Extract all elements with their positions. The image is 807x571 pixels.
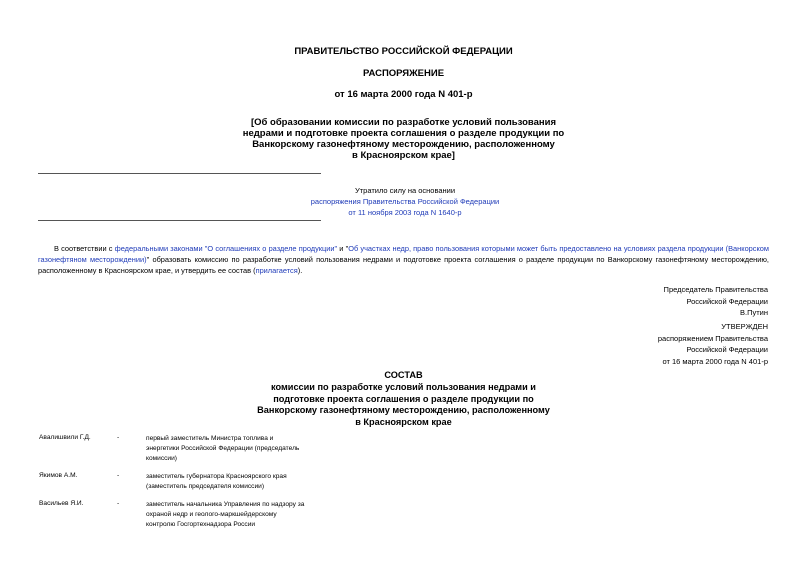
document-type: РАСПОРЯЖЕНИЕ: [362, 68, 445, 79]
divider-bottom: [38, 220, 321, 221]
member-name: Якимов А.М.: [39, 472, 78, 479]
government-title: ПРАВИТЕЛЬСТВО РОССИЙСКОЙ ФЕДЕРАЦИИ: [294, 46, 513, 57]
divider-top: [38, 173, 321, 174]
approval-line: Российской Федерации: [686, 345, 768, 354]
subject-line: Ванкорскому газонефтяному месторождению, расположенному: [252, 139, 555, 150]
subject-line: в Красноярском крае]: [352, 150, 455, 161]
document-subject: [0, 117, 807, 161]
subject-line: недрами и подготовке проекта соглашения о разделе продукции по: [242, 128, 565, 139]
repeal-order-date-link[interactable]: от 11 ноября 2003 года N 1640-р: [348, 208, 462, 217]
body-text: В соответствии с: [54, 244, 115, 253]
subsoil-law-link[interactable]: Об участках недр, право пользования которыми может быть предоставлено на условиях раздела продукции (Ванкорском газонефтяном месторождении): [38, 244, 769, 264]
signature-block: [664, 284, 768, 319]
member-name: Васильев Я.И.: [39, 500, 84, 507]
signature-name: В.Путин: [740, 308, 768, 317]
approval-block: [658, 321, 768, 367]
member-position: первый заместитель Министра топлива и энергетики Российской Федерации (председатель комиссии): [146, 435, 300, 462]
composition-title: СОСТАВ: [384, 370, 423, 380]
appendix-link[interactable]: прилагается: [255, 266, 298, 275]
member-dash: -: [117, 434, 120, 441]
body-text: ).: [297, 266, 303, 275]
signature-position: Председатель Правительства: [663, 285, 768, 294]
body-paragraph: [38, 243, 769, 276]
member-position: заместитель начальника Управления по надзору за охраной недр и геолого-маркшейдерскому контролю Госгортехнадзора России: [146, 501, 305, 528]
document-date-number: от 16 марта 2000 года N 401-р: [334, 89, 473, 100]
composition-subtitle-line: комиссии по разработке условий пользования недрами и: [271, 382, 536, 392]
member-position: заместитель губернатора Красноярского края (заместитель председателя комиссии): [146, 473, 287, 490]
signature-country: Российской Федерации: [686, 296, 768, 306]
status-note: [265, 185, 545, 218]
approval-date: от 16 марта 2000 года N 401-р: [662, 356, 768, 366]
body-text: " образовать комиссию по разработке условий пользования недрами и подготовке проекта соглашения о разделе продукции по Ванкорскому газонефтяному месторождению, расположенному в Красноярском крае, и утвердить ее состав (: [38, 255, 769, 275]
status-note-text: Утратило силу на основании: [354, 186, 456, 195]
body-text: и ": [337, 244, 349, 253]
composition-subtitle: [0, 382, 807, 428]
composition-subtitle-line: Ванкорскому газонефтяному месторождению, расположенному: [257, 405, 550, 415]
member-dash: -: [117, 472, 120, 479]
repeal-order-link[interactable]: распоряжения Правительства Российской Федерации: [310, 197, 500, 206]
composition-subtitle-line: в Красноярском крае: [355, 416, 452, 427]
subject-line: [Об образовании комиссии по разработке условий пользования: [250, 117, 557, 128]
member-name: Авалишвили Г.Д.: [39, 434, 91, 441]
approval-heading: УТВЕРЖДЕН: [721, 322, 768, 331]
approval-line: распоряжением Правительства: [657, 333, 768, 343]
composition-subtitle-line: подготовке проекта соглашения о разделе продукции по: [273, 393, 534, 404]
federal-laws-link[interactable]: федеральными законами "О соглашениях о разделе продукции": [114, 244, 338, 253]
member-dash: -: [117, 500, 120, 507]
